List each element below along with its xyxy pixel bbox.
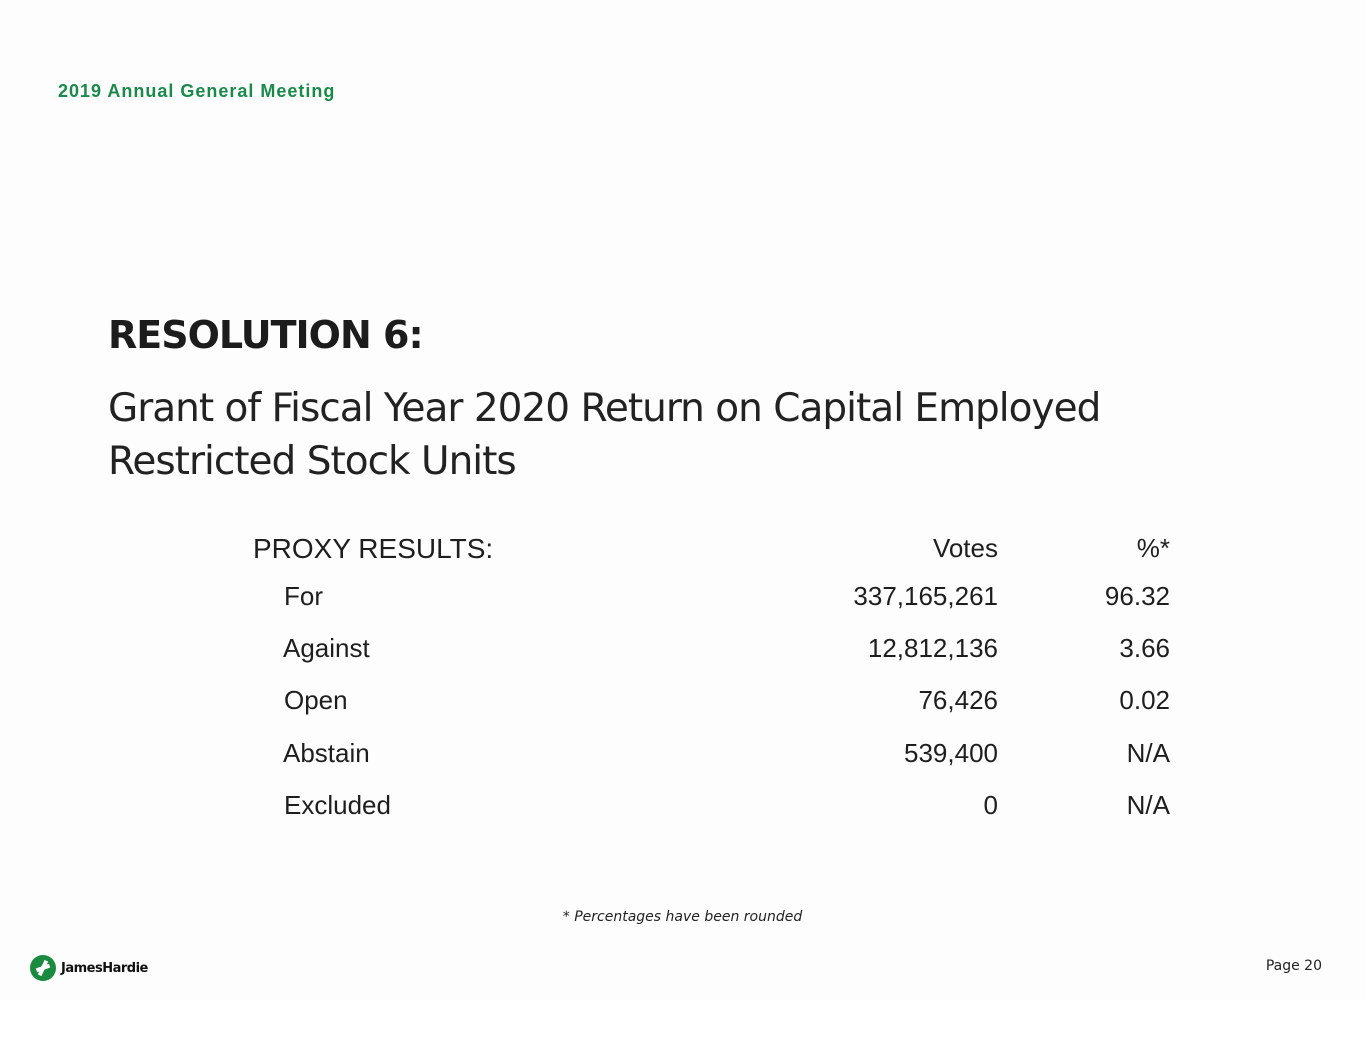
percent-column-header: %*	[1136, 533, 1170, 563]
row-label: Excluded	[284, 790, 391, 820]
logo-mark-icon	[30, 955, 56, 981]
votes-column-header: Votes	[932, 533, 998, 563]
row-percent: N/A	[1126, 790, 1170, 820]
results-row-excluded	[0, 790, 1365, 830]
row-percent: 3.66	[1119, 633, 1170, 663]
row-label: Abstain	[283, 738, 370, 768]
row-label: Open	[284, 685, 348, 715]
results-row-open	[0, 685, 1365, 725]
row-label: For	[284, 581, 323, 611]
row-percent: 96.32	[1104, 581, 1170, 611]
resolution-subtitle: Grant of Fiscal Year 2020 Return on Capital Employed Restricted Stock Units	[108, 386, 1101, 484]
page-number: Page 20	[1265, 958, 1322, 974]
row-votes: 0	[983, 790, 998, 820]
row-votes: 337,165,261	[853, 581, 998, 611]
results-row-for	[0, 581, 1365, 621]
proxy-results-label: PROXY RESULTS:	[253, 533, 494, 564]
row-percent: N/A	[1126, 738, 1170, 768]
logo-wordmark: JamesHardie	[61, 960, 148, 976]
row-votes: 12,812,136	[867, 633, 998, 663]
results-row-abstain	[0, 738, 1365, 778]
resolution-heading: RESOLUTION 6:	[108, 313, 423, 357]
event-title: 2019 Annual General Meeting	[58, 81, 336, 101]
row-label: Against	[283, 633, 370, 663]
footnote: * Percentages have been rounded	[562, 909, 803, 925]
results-row-against	[0, 633, 1365, 673]
row-votes: 76,426	[918, 685, 998, 715]
company-logo	[30, 954, 148, 982]
row-percent: 0.02	[1119, 685, 1170, 715]
row-votes: 539,400	[904, 738, 998, 768]
